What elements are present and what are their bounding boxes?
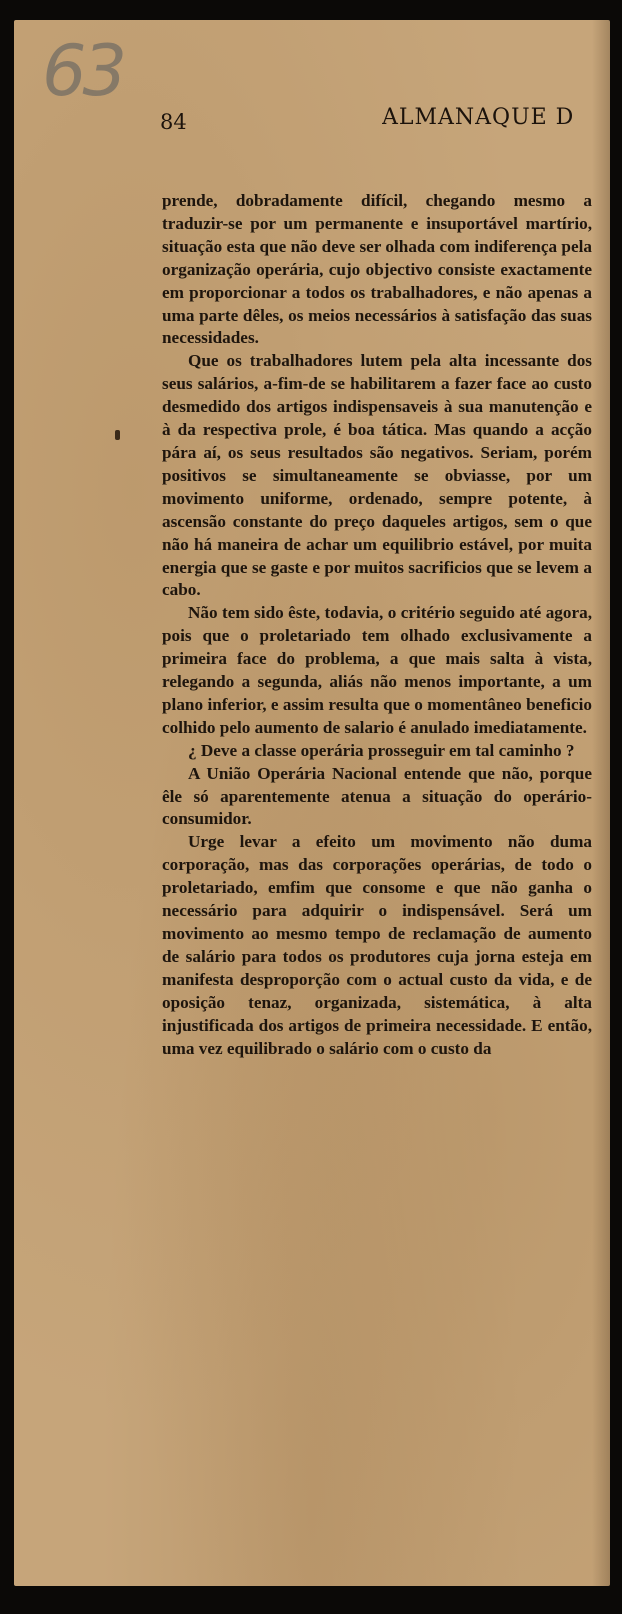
article-body [162, 190, 592, 1060]
page-edge-shadow [592, 20, 610, 1586]
paragraph: ¿ Deve a classe operária prosseguir em tal caminho ? [188, 740, 575, 760]
page-number: 84 [160, 110, 187, 134]
margin-mark [115, 430, 120, 440]
paragraph: prende, dobradamente difícil, chegando mesmo a traduzir-se por um permanente e insuportável martírio, situação esta que não deve ser olhada com indiferença pela organização operária, cujo objectivo consiste exactamente em proporcionar a todos os trabalhadores, e não apenas a uma parte dêles, os meios necessários à satisfação das suas necessidades. [162, 191, 592, 348]
running-head: ALMANAQUE D [382, 105, 575, 130]
paragraph: A União Operária Nacional entende que não, porque êle só aparentemente atenua a situação do operário-consumidor. [162, 763, 592, 829]
paragraph: Que os trabalhadores lutem pela alta incessante dos seus salários, a-fim-de se habilitarem a fazer face ao custo desmedido dos artigos indispensaveis à sua manutenção e à da respectiva prole, é boa tática. Mas quando a acção pára aí, os seus resultados são negativos. Seriam, porém positivos se simultaneamente se obviasse, por um movimento uniforme, ordenado, sempre potente, à ascensão constante do preço daqueles artigos, sem o que não há maneira de achar um equilibrio estável, por muita energia que se gaste e por muitos sacrificios que se levem a cabo. [162, 351, 592, 600]
handwritten-page-note: 63 [42, 30, 124, 112]
paragraph: Não tem sido êste, todavia, o critério seguido até agora, pois que o proletariado tem olhado exclusivamente a primeira face do problema, a que mais salta à vista, relegando a segunda, aliás não menos importante, a um plano inferior, e assim resulta que o momentâneo beneficio colhido pelo aumento de salario é anulado imediatamente. [162, 603, 592, 737]
paragraph: Urge levar a efeito um movimento não duma corporação, mas das corporações operárias, de todo o proletariado, emfim que consome e que não ganha o necessário para adquirir o indispensável. Será um movimento ao mesmo tempo de reclamação de aumento de salário para todos os produtores cuja jorna esteja em manifesta desproporção com o actual custo da vida, e de oposição tenaz, organizada, sistemática, à alta injustificada dos artigos de primeira necessidade. E então, uma vez equilibrado o salário com o custo da [162, 832, 592, 1058]
